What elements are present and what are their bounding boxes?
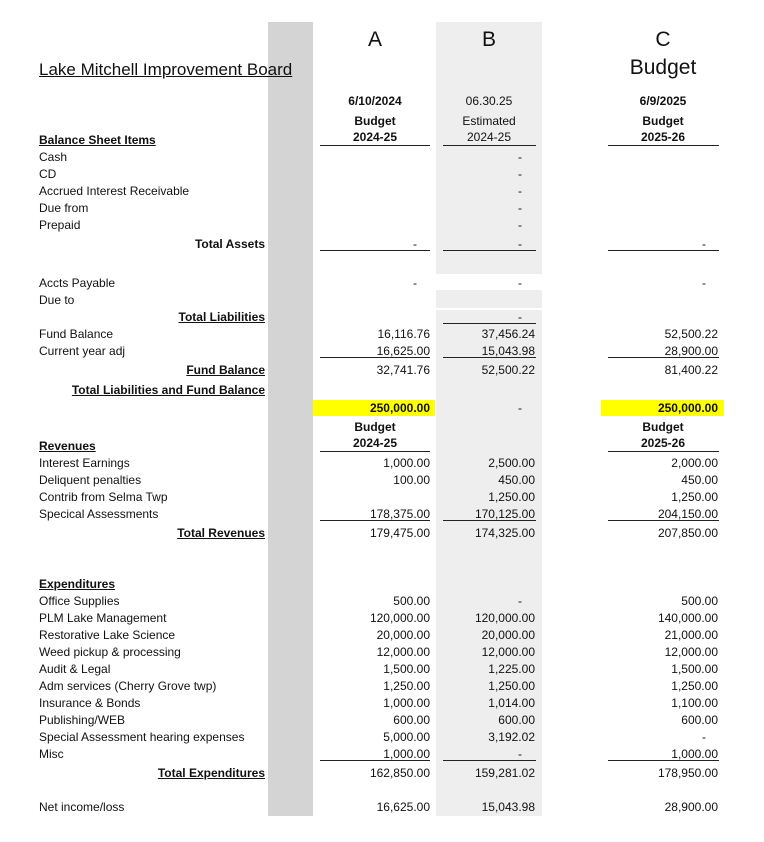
cell-b: 600.00	[498, 713, 535, 727]
column-c-budget-word: Budget	[629, 56, 697, 79]
row-label: Fund Balance	[39, 327, 114, 341]
cell-b: -	[518, 150, 522, 164]
column-c-letter: C	[655, 28, 671, 51]
fund-rule-c	[608, 357, 719, 358]
cell-c: 500.00	[681, 594, 718, 608]
revenues-col-a-type: Budget	[354, 420, 396, 434]
row-label: Current year adj	[39, 344, 126, 358]
row-label: Accts Payable	[39, 276, 116, 290]
total-expenditures-b: 159,281.02	[474, 766, 535, 780]
column-b-letter: B	[481, 28, 496, 51]
total-revenues-b: 174,325.00	[474, 526, 535, 540]
cell-c: 21,000.00	[664, 628, 718, 642]
row-label: Restorative Lake Science	[39, 628, 176, 642]
revenues-rule-a	[320, 520, 430, 521]
cell-c: 140,000.00	[657, 611, 718, 625]
cell-a: 178,375.00	[369, 507, 430, 521]
revenues-col-a-year: 2024-25	[352, 436, 398, 450]
cell-b: 170,125.00	[474, 507, 535, 521]
column-a-type: Budget	[354, 114, 396, 128]
column-a-date: 6/10/2024	[348, 94, 402, 108]
cell-b: 1,225.00	[488, 662, 535, 676]
revenues-header-rule-a	[320, 451, 430, 452]
row-label: Audit & Legal	[39, 662, 111, 676]
column-b-date: 06.30.25	[465, 94, 513, 108]
cell-b: 20,000.00	[481, 628, 535, 642]
expenditures-rule-c	[608, 760, 719, 761]
cell-c: 28,900.00	[664, 344, 718, 358]
row-label: Insurance & Bonds	[39, 696, 141, 710]
net-income-c: 28,900.00	[664, 800, 718, 814]
cell-b: -	[518, 167, 522, 181]
cell-a: 20,000.00	[376, 628, 430, 642]
cell-b: -	[518, 276, 522, 290]
total-expenditures-label: Total Expenditures	[157, 766, 265, 780]
highlight-value-a: 250,000.00	[369, 401, 430, 415]
revenues-header-rule-c	[608, 451, 719, 452]
total-liabilities-rule-b	[443, 323, 536, 324]
cell-a: 1,000.00	[383, 696, 430, 710]
row-label: Interest Earnings	[39, 456, 130, 470]
cell-b: 15,043.98	[481, 344, 535, 358]
fund-balance-c: 81,400.22	[664, 363, 718, 377]
total-liabilities-fund-label: Total Liabilities and Fund Balance	[71, 383, 265, 397]
total-assets-label: Total Assets	[194, 237, 265, 251]
highlight-value-c: 250,000.00	[657, 401, 718, 415]
cell-b: -	[518, 747, 522, 761]
document-title: Lake Mitchell Improvement Board	[39, 60, 293, 79]
total-liabilities-b: -	[518, 310, 522, 324]
row-label: Accrued Interest Receivable	[39, 184, 190, 198]
net-income-b: 15,043.98	[481, 800, 535, 814]
total-assets-rule-c	[608, 250, 719, 251]
cell-b: 120,000.00	[474, 611, 535, 625]
cell-c: -	[702, 730, 706, 744]
total-assets-rule-b	[443, 250, 536, 251]
column-b-type: Estimated	[462, 114, 516, 128]
row-label: CD	[39, 167, 57, 181]
cell-c: 2,000.00	[671, 456, 718, 470]
cell-a: 1,000.00	[383, 747, 430, 761]
fund-balance-b: 52,500.22	[481, 363, 535, 377]
row-label: Special Assessment hearing expenses	[39, 730, 245, 744]
total-assets-rule-a	[320, 250, 430, 251]
row-label: Due from	[39, 201, 89, 215]
cell-b: -	[518, 184, 522, 198]
cell-c: 600.00	[681, 713, 718, 727]
cell-b: 1,250.00	[488, 490, 535, 504]
net-income-label: Net income/loss	[39, 800, 125, 814]
header-rule-c	[608, 145, 719, 146]
row-label: Publishing/WEB	[39, 713, 126, 727]
cell-c: 1,100.00	[671, 696, 718, 710]
total-assets-c: -	[702, 237, 706, 251]
net-income-a: 16,625.00	[376, 800, 430, 814]
total-assets-b: -	[518, 237, 522, 251]
balance-sheet-heading: Balance Sheet Items	[39, 133, 156, 147]
cell-c: 204,150.00	[657, 507, 718, 521]
cell-b: 37,456.24	[481, 327, 535, 341]
cell-a: 120,000.00	[369, 611, 430, 625]
cell-c: 1,000.00	[671, 747, 718, 761]
cell-a: 600.00	[393, 713, 430, 727]
revenues-heading: Revenues	[39, 439, 96, 453]
cell-c: -	[702, 276, 706, 290]
cell-b: 2,500.00	[488, 456, 535, 470]
row-label: Adm services (Cherry Grove twp)	[39, 679, 217, 693]
total-revenues-c: 207,850.00	[657, 526, 718, 540]
cell-a: 1,500.00	[383, 662, 430, 676]
cell-a: 100.00	[393, 473, 430, 487]
revenues-col-c-year: 2025-26	[640, 436, 686, 450]
cell-c: 1,250.00	[671, 679, 718, 693]
expenditures-heading: Expenditures	[39, 577, 116, 591]
total-liabilities-label: Total Liabilities	[178, 310, 265, 324]
cell-c: 52,500.22	[664, 327, 718, 341]
expenditures-rule-a	[320, 760, 430, 761]
expenditures-rule-b	[443, 760, 536, 761]
cell-c: 1,250.00	[671, 490, 718, 504]
cell-b: 3,192.02	[488, 730, 535, 744]
cell-b: -	[518, 218, 522, 232]
column-c-type: Budget	[642, 114, 684, 128]
row-label: PLM Lake Management	[39, 611, 167, 625]
column-b-band	[436, 290, 542, 308]
row-label: Deliquent penalties	[39, 473, 142, 487]
cell-b: 1,250.00	[488, 679, 535, 693]
column-a-letter: A	[367, 28, 382, 51]
highlight-value-b: -	[518, 401, 522, 415]
fund-balance-label: Fund Balance	[186, 363, 265, 377]
column-c-date: 6/9/2025	[639, 94, 687, 108]
column-a-year: 2024-25	[352, 130, 398, 144]
total-expenditures-a: 162,850.00	[369, 766, 430, 780]
header-rule-a	[320, 145, 430, 146]
total-revenues-a: 179,475.00	[369, 526, 430, 540]
cell-a: 16,116.76	[377, 327, 430, 341]
cell-a: 500.00	[393, 594, 430, 608]
row-label: Contrib from Selma Twp	[39, 490, 168, 504]
row-label: Specical Assessments	[39, 507, 159, 521]
cell-a: 12,000.00	[376, 645, 430, 659]
column-b-year: 2024-25	[466, 130, 512, 144]
cell-c: 450.00	[681, 473, 718, 487]
cell-b: 450.00	[498, 473, 535, 487]
revenues-rule-c	[608, 520, 719, 521]
cell-b: 12,000.00	[481, 645, 535, 659]
cell-a: -	[413, 276, 417, 290]
total-assets-a: -	[413, 237, 417, 251]
row-label: Cash	[39, 150, 68, 164]
column-c-year: 2025-26	[640, 130, 686, 144]
total-expenditures-c: 178,950.00	[657, 766, 718, 780]
cell-a: 16,625.00	[376, 344, 430, 358]
cell-c: 12,000.00	[664, 645, 718, 659]
revenues-col-c-type: Budget	[642, 420, 684, 434]
gray-column-band	[268, 22, 313, 816]
cell-a: 1,000.00	[383, 456, 430, 470]
cell-b: -	[518, 201, 522, 215]
cell-c: 1,500.00	[671, 662, 718, 676]
cell-b: 1,014.00	[488, 696, 535, 710]
fund-balance-a: 32,741.76	[376, 363, 430, 377]
header-rule-b	[443, 145, 536, 146]
row-label: Prepaid	[39, 218, 81, 232]
row-label: Office Supplies	[39, 594, 120, 608]
row-label: Misc	[39, 747, 64, 761]
total-revenues-label: Total Revenues	[177, 526, 265, 540]
cell-a: 5,000.00	[383, 730, 430, 744]
row-label: Due to	[39, 293, 75, 307]
row-label: Weed pickup & processing	[39, 645, 181, 659]
fund-rule-a	[320, 357, 430, 358]
cell-a: 1,250.00	[383, 679, 430, 693]
revenues-rule-b	[443, 520, 536, 521]
cell-b: -	[518, 594, 522, 608]
fund-rule-b	[443, 357, 536, 358]
